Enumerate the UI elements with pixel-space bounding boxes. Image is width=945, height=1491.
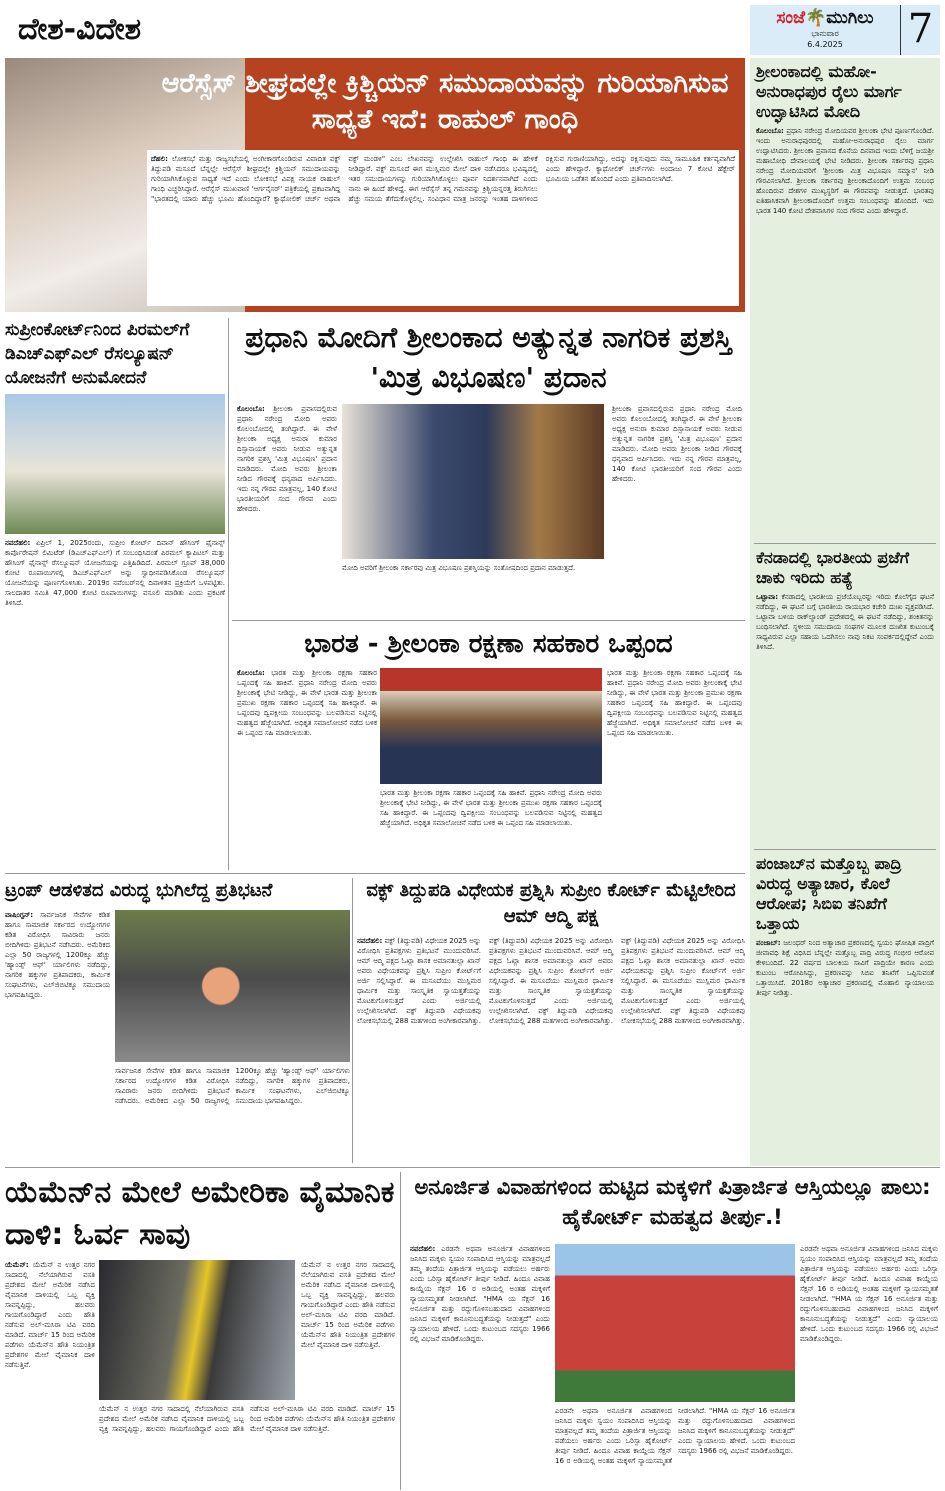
- article-trump-protest: [5, 878, 350, 1163]
- date: 6.4.2025: [807, 40, 843, 49]
- coconut-tree-icon: 🌴: [805, 8, 827, 28]
- protest-photo: [115, 910, 350, 1062]
- body-continued: ಎರಡನೇ ಅಥವಾ ಅನೂರ್ಜಿತ ವಿವಾಹಗಳಿಂದ ಜನಿಸಿದ ಮಕ್ಕಳು ಸ್ವಯಂ ಸಂಪಾದಿಸಿದ ಆಸ್ತಿಯನ್ನು ಮಾತ್ರವಲ್ಲದೆ ತಮ್ಮ ತಂದೆಯ ಪಿತ್ರಾರ್ಜಿತ ಆಸ್ತಿಯನ್ನು ಪಡೆಯಲು ಅರ್ಹರು ಎಂದು ಒರಿಸ್ಸಾ ಹೈಕೋರ್ಟ್ ತೀರ್ಪು ನೀಡಿದೆ. ಹಿಂದೂ ವಿವಾಹ ಕಾಯ್ದೆಯ ಸೆಕ್ಷನ್ 16 ರ ಅಡಿಯಲ್ಲಿ ಅಂತಹ ಮಕ್ಕಳಿಗೆ ನ್ಯಾಯಸಮ್ಮತತೆ ನೀಡಲಾಗಿದೆ. "HMA ಯ ಸೆಕ್ಷನ್ 16 ಅನೂರ್ಜಿತ ಮತ್ತು ರದ್ದುಗೊಳಿಸಬಹುದಾದ ವಿವಾಹಗಳಿಂದ ಜನಿಸಿದ ಮಕ್ಕಳಿಗೆ ಕಾನೂನುಬದ್ಧತೆಯನ್ನು ನೀಡುತ್ತದೆ" ಎಂದು ನ್ಯಾಯಾಲಯ ಹೇಳಿದೆ. ಒಂದು ಕುಟುಂಬದ ಸದಸ್ಯರು 1966 ರಲ್ಲಿ ವಿಭಜನೆ ಮಾಡಿಕೊಂಡಿದ್ದರು.: [555, 1407, 795, 1465]
- newspaper-logo: ಸಂಜೆ🌴ಮುಗಿಲು: [776, 8, 874, 28]
- body-continued: ಭಾರತ ಮತ್ತು ಶ್ರೀಲಂಕಾ ರಕ್ಷಣಾ ಸಹಕಾರ ಒಪ್ಪಂದಕ್ಕೆ ಸಹಿ ಹಾಕಿವೆ. ಪ್ರಧಾನಿ ನರೇಂದ್ರ ಮೋದಿ ಅವರು ಶ್ರೀಲಂಕಾಕ್ಕೆ ಭೇಟಿ ನೀಡಿದ್ದು, ಈ ವೇಳೆ ಭಾರತ ಮತ್ತು ಶ್ರೀಲಂಕಾ ಪ್ರಮುಖ ರಕ್ಷಣಾ ಸಹಕಾರ ಒಪ್ಪಂದಕ್ಕೆ ಸಹಿ ಹಾಕಿದ್ದಾರೆ. ಈ ಒಪ್ಪಂದವು ದ್ವಿಪಕ್ಷೀಯ ಸಂಬಂಧವನ್ನು ಬಲಪಡಿಸುವ ನಿಟ್ಟಿನಲ್ಲಿ ಮಹತ್ವದ ಹೆಜ್ಜೆಯಾಗಿದೆ. ಅಧಿಕೃತ ಸಮಾಲೋಚನೆ ನಡೆದ ಬಳಿಕ ಈ ಒಪ್ಪಂದ ಸಹಿ ಮಾಡಲಾಯಿತು.: [380, 789, 602, 827]
- body: ನವದೆಹಲಿ: ವಕ್ಫ್ (ತಿದ್ದುಪಡಿ) ವಿಧೇಯಕ 2025 ಅನ್ನು ವಿರೋಧಿಸಿ ಪ್ರತಿಪಕ್ಷಗಳು ಪ್ರತಿಭಟನೆ ಮುಂದುವರಿಸಿವೆ. ಆಮ್ ಆದ್ಮಿ ಪಕ್ಷದ ಓಖ್ಲಾ ಶಾಸಕ ಅಮಾನತುಲ್ಲಾ ಖಾನ್ ಅವರು ವಿಧೇಯಕವನ್ನು ಪ್ರಶ್ನಿಸಿ ಸುಪ್ರೀಂ ಕೋರ್ಟ್‌ಗೆ ಅರ್ಜಿ ಸಲ್ಲಿಸಿದ್ದಾರೆ. ಈ ಮಸೂದೆಯು ಮುಸ್ಲಿಮರ ಧಾರ್ಮಿಕ ಮತ್ತು ಸಾಂಸ್ಕೃತಿಕ ಸ್ವಾಯತ್ತತೆಯನ್ನು ಮೊಟಕುಗೊಳಿಸುತ್ತದೆ ಎಂದು ಅರ್ಜಿಯಲ್ಲಿ ಉಲ್ಲೇಖಿಸಲಾಗಿದೆ. ವಕ್ಫ್ ತಿದ್ದುಪಡಿ ವಿಧೇಯಕವು ಲೋಕಸಭೆಯಲ್ಲಿ 288 ಮತಗಳಿಂದ ಅಂಗೀಕಾರವಾಗಿತ್ತು. ವಕ್ಫ್ (ತಿದ್ದುಪಡಿ) ವಿಧೇಯಕ 2025 ಅನ್ನು ವಿರೋಧಿಸಿ ಪ್ರತಿಪಕ್ಷಗಳು ಪ್ರತಿಭಟನೆ ಮುಂದುವರಿಸಿವೆ. ಆಮ್ ಆದ್ಮಿ ಪಕ್ಷದ ಓಖ್ಲಾ ಶಾಸಕ ಅಮಾನತುಲ್ಲಾ ಖಾನ್ ಅವರು ವಿಧೇಯಕವನ್ನು ಪ್ರಶ್ನಿಸಿ ಸುಪ್ರೀಂ ಕೋರ್ಟ್‌ಗೆ ಅರ್ಜಿ ಸಲ್ಲಿಸಿದ್ದಾರೆ. ಈ ಮಸೂದೆಯು ಮುಸ್ಲಿಮರ ಧಾರ್ಮಿಕ ಮತ್ತು ಸಾಂಸ್ಕೃತಿಕ ಸ್ವಾಯತ್ತತೆಯನ್ನು ಮೊಟಕುಗೊಳಿಸುತ್ತದೆ ಎಂದು ಅರ್ಜಿಯಲ್ಲಿ ಉಲ್ಲೇಖಿಸಲಾಗಿದೆ. ವಕ್ಫ್ ತಿದ್ದುಪಡಿ ವಿಧೇಯಕವು ಲೋಕಸಭೆಯಲ್ಲಿ 288 ಮತಗಳಿಂದ ಅಂಗೀಕಾರವಾಗಿತ್ತು. ವಕ್ಫ್ (ತಿದ್ದುಪಡಿ) ವಿಧೇಯಕ 2025 ಅನ್ನು ವಿರೋಧಿಸಿ ಪ್ರತಿಪಕ್ಷಗಳು ಪ್ರತಿಭಟನೆ ಮುಂದುವರಿಸಿವೆ. ಆಮ್ ಆದ್ಮಿ ಪಕ್ಷದ ಓಖ್ಲಾ ಶಾಸಕ ಅಮಾನತುಲ್ಲಾ ಖಾನ್ ಅವರು ವಿಧೇಯಕವನ್ನು ಪ್ರಶ್ನಿಸಿ ಸುಪ್ರೀಂ ಕೋರ್ಟ್‌ಗೆ ಅರ್ಜಿ ಸಲ್ಲಿಸಿದ್ದಾರೆ. ಈ ಮಸೂದೆಯು ಮುಸ್ಲಿಮರ ಧಾರ್ಮಿಕ ಮತ್ತು ಸಾಂಸ್ಕೃತಿಕ ಸ್ವಾಯತ್ತತೆಯನ್ನು ಮೊಟಕುಗೊಳಿಸುತ್ತದೆ ಎಂದು ಅರ್ಜಿಯಲ್ಲಿ ಉಲ್ಲೇಖಿಸಲಾಗಿದೆ. ವಕ್ಫ್ ತಿದ್ದುಪಡಿ ವಿಧೇಯಕವು ಲೋಕಸಭೆಯಲ್ಲಿ 288 ಮತಗಳಿಂದ ಅಂಗೀಕಾರವಾಗಿತ್ತು.: [357, 937, 745, 1025]
- body-continued-2: ಭಾರತ ಮತ್ತು ಶ್ರೀಲಂಕಾ ರಕ್ಷಣಾ ಸಹಕಾರ ಒಪ್ಪಂದಕ್ಕೆ ಸಹಿ ಹಾಕಿವೆ. ಪ್ರಧಾನಿ ನರೇಂದ್ರ ಮೋದಿ ಅವರು ಶ್ರೀಲಂಕಾಕ್ಕೆ ಭೇಟಿ ನೀಡಿದ್ದು, ಈ ವೇಳೆ ಭಾರತ ಮತ್ತು ಶ್ರೀಲಂಕಾ ಪ್ರಮುಖ ರಕ್ಷಣಾ ಸಹಕಾರ ಒಪ್ಪಂದಕ್ಕೆ ಸಹಿ ಹಾಕಿದ್ದಾರೆ. ಈ ಒಪ್ಪಂದವು ದ್ವಿಪಕ್ಷೀಯ ಸಂಬಂಧವನ್ನು ಬಲಪಡಿಸುವ ನಿಟ್ಟಿನಲ್ಲಿ ಮಹತ್ವದ ಹೆಜ್ಜೆಯಾಗಿದೆ. ಅಧಿಕೃತ ಸಮಾಲೋಚನೆ ನಡೆದ ಬಳಿಕ ಈ ಒಪ್ಪಂದ ಸಹಿ ಮಾಡಲಾಯಿತು.: [607, 669, 742, 737]
- article-yemen: [5, 1172, 395, 1490]
- masthead: [750, 5, 940, 55]
- body-continued: ಸಾರ್ವಜನಿಕ ಸೇವೆಗಳ ಕಡಿತ ಹಾಗೂ ಸಾಮಾಜಿಕ ಸರ್ಕಾರದ ಉದ್ಯೋಗಗಳ ಕಡಿತ ವಿರೋಧಿಸಿ ಸಾವಿರಾರು ಜನರು ಬೀದಿಗಿಳಿದು ಪ್ರತಿಭಟನೆ ನಡೆಸಿದರು. ಅಮೆರಿಕದ ಎಲ್ಲಾ 50 ರಾಜ್ಯಗಳಲ್ಲಿ 1200ಕ್ಕೂ ಹೆಚ್ಚು 'ಹ್ಯಾಂಡ್ಸ್ ಆಫ್' ರ್ಯಾಲಿಗಳು ನಡೆದಿದ್ದು, ನಾಗರಿಕ ಹಕ್ಕುಗಳ ಪ್ರತಿಪಾದಕರು, ಕಾರ್ಮಿಕ ಸಂಘಟನೆಗಳು, ಎಲ್‌ಜಿಬಿಟಿಕ್ಯೂ ಸಮುದಾಯ ಭಾಗವಹಿಸಿದ್ದರು.: [115, 1067, 350, 1105]
- police-scene-photo: [99, 1260, 295, 1400]
- article-srilanka-rail: [750, 58, 940, 543]
- article-canada: [750, 544, 940, 849]
- high-court-building-photo: [555, 1244, 795, 1402]
- article-defence-pact: [232, 624, 745, 870]
- supreme-court-photo: [5, 394, 225, 534]
- lead-article: [5, 58, 745, 312]
- body: ಯೆಮೆನ್: ಯೆಮೆನ್ ನ ಉತ್ತರ ನಗರ ಸಾದಾದಲ್ಲಿ ನೆಲೆಯಾಗಿರುವ ವಸತಿ ಪ್ರದೇಶದ ಮೇಲೆ ಅಮೆರಿಕ ನಡೆಸಿದ ವೈಮಾನಿಕ ದಾಳಿಯಲ್ಲಿ ಒಬ್ಬ ವ್ಯಕ್ತಿ ಸಾವನ್ನಪ್ಪಿದ್ದು, ಹಲವರು ಗಾಯಗೊಂಡಿದ್ದಾರೆ ಎಂದು ಹೌತಿ ನಡೆಸುವ ಅಲ್-ಮಸಿರಾ ಟಿವಿ ವರದಿ ಮಾಡಿದೆ. ಮಾರ್ಚ್ 15 ರಿಂದ ಅಮೆರಿಕ ಪಡೆಗಳು ಯೆಮೆನ್‌ನ ಹೌತಿ ನಿಯಂತ್ರಿತ ಪ್ರದೇಶಗಳ ಮೇಲೆ ವೈಮಾನಿಕ ದಾಳಿ ನಡೆಸುತ್ತಿವೆ.: [5, 1261, 95, 1369]
- headline: ಕೆನಡಾದಲ್ಲಿ ಭಾರತೀಯ ಪ್ರಜೆಗೆ ಚಾಕು ಇರಿದು ಹತ್ಯೆ: [756, 548, 910, 587]
- article-hc-verdict: [405, 1172, 940, 1490]
- headline: ಸುಪ್ರೀಂಕೋರ್ಟ್‌ನಿಂದ ಪಿರಮಲ್‌ಗೆ ಡಿಎಚ್‌ಎಫ್‌ಎಲ್ ರೆಸಲ್ಯೂಷನ್ ಯೋಜನೆಗೆ ಅನುಮೋದನೆ: [5, 320, 190, 388]
- modi-handshake-photo: [380, 668, 602, 784]
- body: ನವದೆಹಲಿ: ಎರಡನೇ ಅಥವಾ ಅನೂರ್ಜಿತ ವಿವಾಹಗಳಿಂದ ಜನಿಸಿದ ಮಕ್ಕಳು ಸ್ವಯಂ ಸಂಪಾದಿಸಿದ ಆಸ್ತಿಯನ್ನು ಮಾತ್ರವಲ್ಲದೆ ತಮ್ಮ ತಂದೆಯ ಪಿತ್ರಾರ್ಜಿತ ಆಸ್ತಿಯನ್ನು ಪಡೆಯಲು ಅರ್ಹರು ಎಂದು ಒರಿಸ್ಸಾ ಹೈಕೋರ್ಟ್ ತೀರ್ಪು ನೀಡಿದೆ. ಹಿಂದೂ ವಿವಾಹ ಕಾಯ್ದೆಯ ಸೆಕ್ಷನ್ 16 ರ ಅಡಿಯಲ್ಲಿ ಅಂತಹ ಮಕ್ಕಳಿಗೆ ನ್ಯಾಯಸಮ್ಮತತೆ ನೀಡಲಾಗಿದೆ. "HMA ಯ ಸೆಕ್ಷನ್ 16 ಅನೂರ್ಜಿತ ಮತ್ತು ರದ್ದುಗೊಳಿಸಬಹುದಾದ ವಿವಾಹಗಳಿಂದ ಜನಿಸಿದ ಮಕ್ಕಳಿಗೆ ಕಾನೂನುಬದ್ಧತೆಯನ್ನು ನೀಡುತ್ತದೆ" ಎಂದು ನ್ಯಾಯಾಲಯ ಹೇಳಿದೆ. ಒಂದು ಕುಟುಂಬದ ಸದಸ್ಯರು 1966 ರಲ್ಲಿ ವಿಭಜನೆ ಮಾಡಿಕೊಂಡಿದ್ದರು.: [410, 1245, 550, 1343]
- headline: ಅನೂರ್ಜಿತ ವಿವಾಹಗಳಿಂದ ಹುಟ್ಟಿದ ಮಕ್ಕಳಿಗೆ ಪಿತ್ರಾರ್ಜಿತ ಆಸ್ತಿಯಲ್ಲೂ ಪಾಲು: ಹೈಕೋರ್ಟ್ ಮಹತ್ವದ ತೀರ್ಪು.!: [414, 1175, 931, 1229]
- body: ನವದೆಹಲಿ: ಏಪ್ರಿಲ್ 1, 2025ರಂದು, ಸುಪ್ರೀಂ ಕೋರ್ಟ್ ದಿವಾನ್ ಹೌಸಿಂಗ್ ಫೈನಾನ್ಸ್ ಕಾರ್ಪೊರೇಷನ್ ಲಿಮಿಟೆಡ್ (ಡಿಎಚ್‌ಎಫ್‌ಎಲ್) ಗೆ ಸಂಬಂಧಿಸಿದಂತೆ ಪಿರಮಲ್ ಕ್ಯಾಪಿಟಲ್ ಮತ್ತು ಹೌಸಿಂಗ್ ಫೈನಾನ್ಸ್ ರೆಸಲ್ಯೂಷನ್ ಯೋಜನೆಯನ್ನು ಎತ್ತಿಹಿಡಿದಿದೆ. ಪಿರಮಲ್ ಗ್ರೂಪ್ 38,000 ಕೋಟಿ ರೂಪಾಯಿಗಳಲ್ಲಿ ಡಿಎಚ್‌ಎಫ್‌ಎಲ್ ಅನ್ನು ಸ್ವಾಧೀನಪಡಿಸಿಕೊಂಡ ರೆಸಲ್ಯೂಷನ್ ಯೋಜನೆಯನ್ನು ಪೂರ್ಣಗೊಳಿಸಿತು. 2019ರ ನವೆಂಬರ್‌ನಲ್ಲಿ ದಿವಾಳಿತನ ಪ್ರಕ್ರಿಯೆಗೆ ಒಳಪಟ್ಟಿತು. ಸಾಲದಾತರ ಸಮಿತಿ 47,000 ಕೋಟಿ ರೂಪಾಯಿಗಳನ್ನು ವಸೂಲಿ ಮಾಡಿತು ಎಂದು ಪ್ರಕಟಣೆ ತಿಳಿಸಿದೆ.: [5, 539, 225, 607]
- body: ಕೊಲಂಬೊ: ಭಾರತ ಮತ್ತು ಶ್ರೀಲಂಕಾ ರಕ್ಷಣಾ ಸಹಕಾರ ಒಪ್ಪಂದಕ್ಕೆ ಸಹಿ ಹಾಕಿವೆ. ಪ್ರಧಾನಿ ನರೇಂದ್ರ ಮೋದಿ ಅವರು ಶ್ರೀಲಂಕಾಕ್ಕೆ ಭೇಟಿ ನೀಡಿದ್ದು, ಈ ವೇಳೆ ಭಾರತ ಮತ್ತು ಶ್ರೀಲಂಕಾ ಪ್ರಮುಖ ರಕ್ಷಣಾ ಸಹಕಾರ ಒಪ್ಪಂದಕ್ಕೆ ಸಹಿ ಹಾಕಿದ್ದಾರೆ. ಈ ಒಪ್ಪಂದವು ದ್ವಿಪಕ್ಷೀಯ ಸಂಬಂಧವನ್ನು ಬಲಪಡಿಸುವ ನಿಟ್ಟಿನಲ್ಲಿ ಮಹತ್ವದ ಹೆಜ್ಜೆಯಾಗಿದೆ. ಅಧಿಕೃತ ಸಮಾಲೋಚನೆ ನಡೆದ ಬಳಿಕ ಈ ಒಪ್ಪಂದ ಸಹಿ ಮಾಡಲಾಯಿತು.: [237, 669, 377, 737]
- article-piramal: [5, 318, 225, 870]
- body-continued: ಶ್ರೀಲಂಕಾ ಪ್ರವಾಸದಲ್ಲಿರುವ ಪ್ರಧಾನಿ ನರೇಂದ್ರ ಮೋದಿ ಅವರು ಕೊಲಂಬೋದಲ್ಲಿ ತಂಗಿದ್ದಾರೆ. ಈ ವೇಳೆ ಶ್ರೀಲಂಕಾ ಅಧ್ಯಕ್ಷ ಅನುರಾ ಕುಮಾರ ದಿಸ್ಸಾನಾಯಕೆ ಅವರು ನೀಡುವ ಅತ್ಯುನ್ನತ ನಾಗರಿಕ ಪ್ರಶಸ್ತಿ 'ಮಿತ್ರ ವಿಭೂಷಣ' ಪ್ರದಾನ ಮಾಡಿದರು. ಮೋದಿ ಅವರು ಶ್ರೀಲಂಕಾ ನೀಡಿದ ಗೌರವಕ್ಕೆ ಧನ್ಯವಾದ ಅರ್ಪಿಸಿದರು. ಇದು ನನ್ನ ಗೌರವ ಮಾತ್ರವಲ್ಲ, 140 ಕೋಟಿ ಭಾರತೀಯರಿಗೆ ಸಂದ ಗೌರವ ಎಂದು ಹೇಳಿದರು.: [612, 405, 742, 483]
- photo-caption: ಮೋದಿ ಅವರಿಗೆ ಶ್ರೀಲಂಕಾ ಸರ್ಕಾರವು ಮಿತ್ರ ವಿಭೂಷಣ ಪ್ರಶಸ್ತಿಯನ್ನು ಸಂತೋಷದಿಂದ ಪ್ರದಾನ ಮಾಡುತ್ತದೆ.: [342, 564, 576, 572]
- headline: ಪಂಜಾಬ್‌ನ ಮತ್ತೊಬ್ಬ ಪಾದ್ರಿ ವಿರುದ್ಧ ಅತ್ಯಾಚಾರ, ಕೊಲೆ ಆರೋಪ; ಸಿಬಿಐ ತನಿಖೆಗೆ ಒತ್ತಾಯ: [756, 854, 902, 933]
- body: ವಾಷಿಂಗ್ಟನ್: ಸಾರ್ವಜನಿಕ ಸೇವೆಗಳ ಕಡಿತ ಹಾಗೂ ಸಾಮಾಜಿಕ ಸರ್ಕಾರದ ಉದ್ಯೋಗಗಳ ಕಡಿತ ವಿರೋಧಿಸಿ ಸಾವಿರಾರು ಜನರು ಬೀದಿಗಿಳಿದು ಪ್ರತಿಭಟನೆ ನಡೆಸಿದರು. ಅಮೆರಿಕದ ಎಲ್ಲಾ 50 ರಾಜ್ಯಗಳಲ್ಲಿ 1200ಕ್ಕೂ ಹೆಚ್ಚು 'ಹ್ಯಾಂಡ್ಸ್ ಆಫ್' ರ್ಯಾಲಿಗಳು ನಡೆದಿದ್ದು, ನಾಗರಿಕ ಹಕ್ಕುಗಳ ಪ್ರತಿಪಾದಕರು, ಕಾರ್ಮಿಕ ಸಂಘಟನೆಗಳು, ಎಲ್‌ಜಿಬಿಟಿಕ್ಯೂ ಸಮುದಾಯ ಭಾಗವಹಿಸಿದ್ದರು.: [5, 911, 110, 999]
- article-punjab: [750, 850, 940, 1160]
- body-continued-2: ಯೆಮೆನ್ ನ ಉತ್ತರ ನಗರ ಸಾದಾದಲ್ಲಿ ನೆಲೆಯಾಗಿರುವ ವಸತಿ ಪ್ರದೇಶದ ಮೇಲೆ ಅಮೆರಿಕ ನಡೆಸಿದ ವೈಮಾನಿಕ ದಾಳಿಯಲ್ಲಿ ಒಬ್ಬ ವ್ಯಕ್ತಿ ಸಾವನ್ನಪ್ಪಿದ್ದು, ಹಲವರು ಗಾಯಗೊಂಡಿದ್ದಾರೆ ಎಂದು ಹೌತಿ ನಡೆಸುವ ಅಲ್-ಮಸಿರಾ ಟಿವಿ ವರದಿ ಮಾಡಿದೆ. ಮಾರ್ಚ್ 15 ರಿಂದ ಅಮೆರಿಕ ಪಡೆಗಳು ಯೆಮೆನ್‌ನ ಹೌತಿ ನಿಯಂತ್ರಿತ ಪ್ರದೇಶಗಳ ಮೇಲೆ ವೈಮಾನಿಕ ದಾಳಿ ನಡೆಸುತ್ತಿವೆ.: [99, 1405, 395, 1433]
- page-number: 7: [900, 5, 940, 55]
- body: ಕೊಲಂಬೊ: ಪ್ರಧಾನಿ ನರೇಂದ್ರ ಮೋದಿಯವರ ಶ್ರೀಲಂಕಾ ಭೇಟಿ ಪೂರ್ಣಗೊಂಡಿದೆ. ಇಂದು ಅನುರಾಧಪುರದಲ್ಲಿ ಮಹೋ-ಅನುರಾಧಪುರ ರೈಲು ಮಾರ್ಗ ಉದ್ಘಾಟಿಸಿದರು. ಶ್ರೀಲಂಕಾ ಪ್ರವಾಸದ ಕೊನೆಯ ದಿನವಾದ ಇಂದು ಬೆಳಿಗ್ಗೆ ಜಯಶ್ರೀ ಮಹಾಬೋಧಿ ದೇವಾಲಯಕ್ಕೆ ಭೇಟಿ ನೀಡಿದರು. ಶ್ರೀಲಂಕಾ ಸರ್ಕಾರವು ಪ್ರಧಾನಿ ನರೇಂದ್ರ ಮೋದಿಯವರಿಗೆ 'ಶ್ರೀಲಂಕಾ ಮಿತ್ರ ವಿಭೂಷಣ ಸಮ್ಮಾನ' ನೀಡಿ ಗೌರವಿಸಲಾಗಿದೆ. ಶ್ರೀಲಂಕಾ ಸರ್ಕಾರವು ಶ್ರೀಲಂಕಾದೊಂದಿಗೆ ಉತ್ತಮ ಸಂಬಂಧ ಹೊಂದಿರುವ ದೇಶಗಳ ಮುಖ್ಯಸ್ಥರಿಗೆ ಈ ಗೌರವವನ್ನು ನೀಡುತ್ತದೆ. ಭಾರತವು ಐತಿಹಾಸಿಕವಾಗಿ ಶ್ರೀಲಂಕಾದೊಂದಿಗೆ ಉತ್ತಮ ಸಂಬಂಧವನ್ನು ಹೊಂದಿದೆ. ಇದು ಭಾರತ 140 ಕೋಟಿ ದೇಶವಾಸಿಗಳ ಸಂದ ಗೌರವ ಎಂದು ಹೇಳಿದ್ದಾರೆ.: [756, 127, 934, 215]
- day: ಭಾನುವಾರ: [811, 29, 839, 38]
- right-column: [750, 58, 940, 1166]
- section-title: ದೇಶ-ವಿದೇಶ: [18, 12, 142, 47]
- body-continued: ಯೆಮೆನ್ ನ ಉತ್ತರ ನಗರ ಸಾದಾದಲ್ಲಿ ನೆಲೆಯಾಗಿರುವ ವಸತಿ ಪ್ರದೇಶದ ಮೇಲೆ ಅಮೆರಿಕ ನಡೆಸಿದ ವೈಮಾನಿಕ ದಾಳಿಯಲ್ಲಿ ಒಬ್ಬ ವ್ಯಕ್ತಿ ಸಾವನ್ನಪ್ಪಿದ್ದು, ಹಲವರು ಗಾಯಗೊಂಡಿದ್ದಾರೆ ಎಂದು ಹೌತಿ ನಡೆಸುವ ಅಲ್-ಮಸಿರಾ ಟಿವಿ ವರದಿ ಮಾಡಿದೆ. ಮಾರ್ಚ್ 15 ರಿಂದ ಅಮೆರಿಕ ಪಡೆಗಳು ಯೆಮೆನ್‌ನ ಹೌತಿ ನಿಯಂತ್ರಿತ ಪ್ರದೇಶಗಳ ಮೇಲೆ ವೈಮಾನಿಕ ದಾಳಿ ನಡೆಸುತ್ತಿವೆ.: [301, 1261, 395, 1349]
- body: ಒಟ್ಟಾವಾ: ಕೆನಡಾದಲ್ಲಿ ಭಾರತೀಯ ಪ್ರಜೆಯೊಬ್ಬರನ್ನು ಇರಿದು ಕೊಲೆಗೈದ ಘಟನೆ ನಡೆದಿದ್ದು, ಈ ಘಟನೆ ಬಗ್ಗೆ ಭಾರತೀಯ ರಾಯಭಾರ ಕಚೇರಿ ದುಃಖ ವ್ಯಕ್ತಪಡಿಸಿದೆ. ಒಟ್ಟಾವಾ ಬಳಿಯ ರಾಕ್‌ಲ್ಯಾಂಡ್ ಪ್ರದೇಶದಲ್ಲಿ ಈ ಘಟನೆ ನಡೆದಿದ್ದು, ಶಂಕಿತನನ್ನು ಬಂಧಿಸಲಾಗಿದೆ. ಸ್ಥಳೀಯ ಸಮುದಾಯ ಸಂಘಗಳ ಮೂಲಕ ದುಃಖಿತ ಕುಟುಂಬಕ್ಕೆ ಸಾಧ್ಯವಿರುವ ಎಲ್ಲಾ ಸಹಾಯ ಒದಗಿಸಲು ನಾವು ನಿಕಟ ಸಂಪರ್ಕದಲ್ಲಿದ್ದೇವೆ ಎಂದು ತಿಳಿಸಿದೆ.: [756, 593, 934, 651]
- article-mitra-vibhushan: [232, 318, 745, 618]
- headline: ಶ್ರೀಲಂಕಾದಲ್ಲಿ ಮಹೋ-ಅನುರಾಧಪುರ ರೈಲು ಮಾರ್ಗ ಉದ್ಘಾಟಿಸಿದ ಮೋದಿ: [756, 62, 902, 121]
- headline: ಪ್ರಧಾನಿ ಮೋದಿಗೆ ಶ್ರೀಲಂಕಾದ ಅತ್ಯುನ್ನತ ನಾಗರಿಕ ಪ್ರಶಸ್ತಿ 'ಮಿತ್ರ ವಿಭೂಷಣ' ಪ್ರದಾನ: [245, 321, 732, 394]
- modi-award-photo: [342, 404, 604, 559]
- body: ಕೊಲಂಬೊ: ಶ್ರೀಲಂಕಾ ಪ್ರವಾಸದಲ್ಲಿರುವ ಪ್ರಧಾನಿ ನರೇಂದ್ರ ಮೋದಿ ಅವರು ಕೊಲಂಬೋದಲ್ಲಿ ತಂಗಿದ್ದಾರೆ. ಈ ವೇಳೆ ಶ್ರೀಲಂಕಾ ಅಧ್ಯಕ್ಷ ಅನುರಾ ಕುಮಾರ ದಿಸ್ಸಾನಾಯಕೆ ಅವರು ನೀಡುವ ಅತ್ಯುನ್ನತ ನಾಗರಿಕ ಪ್ರಶಸ್ತಿ 'ಮಿತ್ರ ವಿಭೂಷಣ' ಪ್ರದಾನ ಮಾಡಿದರು. ಮೋದಿ ಅವರು ಶ್ರೀಲಂಕಾ ನೀಡಿದ ಗೌರವಕ್ಕೆ ಧನ್ಯವಾದ ಅರ್ಪಿಸಿದರು. ಇದು ನನ್ನ ಗೌರವ ಮಾತ್ರವಲ್ಲ, 140 ಕೋಟಿ ಭಾರತೀಯರಿಗೆ ಸಂದ ಗೌರವ ಎಂದು ಹೇಳಿದರು.: [237, 405, 337, 513]
- headline: ಯೆಮೆನ್‌ನ ಮೇಲೆ ಅಮೇರಿಕಾ ವೈಮಾನಿಕ ದಾಳಿ: ಓರ್ವ ಸಾವು: [5, 1175, 395, 1252]
- body-continued-2: ಎರಡನೇ ಅಥವಾ ಅನೂರ್ಜಿತ ವಿವಾಹಗಳಿಂದ ಜನಿಸಿದ ಮಕ್ಕಳು ಸ್ವಯಂ ಸಂಪಾದಿಸಿದ ಆಸ್ತಿಯನ್ನು ಮಾತ್ರವಲ್ಲದೆ ತಮ್ಮ ತಂದೆಯ ಪಿತ್ರಾರ್ಜಿತ ಆಸ್ತಿಯನ್ನು ಪಡೆಯಲು ಅರ್ಹರು ಎಂದು ಒರಿಸ್ಸಾ ಹೈಕೋರ್ಟ್ ತೀರ್ಪು ನೀಡಿದೆ. ಹಿಂದೂ ವಿವಾಹ ಕಾಯ್ದೆಯ ಸೆಕ್ಷನ್ 16 ರ ಅಡಿಯಲ್ಲಿ ಅಂತಹ ಮಕ್ಕಳಿಗೆ ನ್ಯಾಯಸಮ್ಮತತೆ ನೀಡಲಾಗಿದೆ. "HMA ಯ ಸೆಕ್ಷನ್ 16 ಅನೂರ್ಜಿತ ಮತ್ತು ರದ್ದುಗೊಳಿಸಬಹುದಾದ ವಿವಾಹಗಳಿಂದ ಜನಿಸಿದ ಮಕ್ಕಳಿಗೆ ಕಾನೂನುಬದ್ಧತೆಯನ್ನು ನೀಡುತ್ತದೆ" ಎಂದು ನ್ಯಾಯಾಲಯ ಹೇಳಿದೆ. ಒಂದು ಕುಟುಂಬದ ಸದಸ್ಯರು 1966 ರಲ್ಲಿ ವಿಭಜನೆ ಮಾಡಿಕೊಂಡಿದ್ದರು.: [800, 1245, 938, 1343]
- headline: ವಕ್ಫ್ ತಿದ್ದುಪಡಿ ವಿಧೇಯಕ ಪ್ರಶ್ನಿಸಿ ಸುಪ್ರೀಂ ಕೋರ್ಟ್ ಮೆಟ್ಟಿಲೇರಿದ ಆಮ್ ಆದ್ಮಿ ಪಕ್ಷ: [366, 880, 736, 927]
- body: ಪಂಜಾಬ್: ಜಲಂಧರ್ ನಿಂದ ಅತ್ಯಾಚಾರ ಪ್ರಕರಣದಲ್ಲಿ ಸ್ವಯಂ ಘೋಷಿತ ಪಾದ್ರಿಗೆ ಜೀವಾವಧಿ ಶಿಕ್ಷೆ ವಿಧಿಸಿದ ಬೆನ್ನಲ್ಲೇ ಮತ್ತೊಬ್ಬ ಪಾದ್ರಿ ವಿರುದ್ಧ ಗಂಭೀರ ಆರೋಪ ಕೇಳಿಬಂದಿದೆ. 22 ವರ್ಷದ ಬಾಲಕಿಯ ಸಾವಿಗೆ ಪಾದ್ರಿಯೇ ಕಾರಣ ಎಂದು ಕುಟುಂಬ ಆರೋಪಿಸಿದ್ದು, ಪ್ರಕರಣವನ್ನು ಸಿಬಿಐ ತನಿಖೆಗೆ ಒಪ್ಪಿಸುವಂತೆ ಒತ್ತಾಯಿಸಿದೆ. 2018ರ ಅತ್ಯಾಚಾರ ಪ್ರಕರಣದಲ್ಲಿ ಮೊಹಾಲಿ ನ್ಯಾಯಾಲಯ ತೀರ್ಪು ನೀಡಿತ್ತು.: [756, 939, 934, 997]
- headline: ಭಾರತ - ಶ್ರೀಲಂಕಾ ರಕ್ಷಣಾ ಸಹಕಾರ ಒಪ್ಪಂದ: [304, 629, 673, 659]
- headline: ಟ್ರಂಪ್ ಆಡಳಿತದ ವಿರುದ್ಧ ಭುಗಿಲೆದ್ದ ಪ್ರತಿಭಟನೆ: [5, 880, 273, 901]
- lead-headline: ಆರೆಸ್ಸೆಸ್ ಶೀಘ್ರದಲ್ಲೇ ಕ್ರಿಶ್ಚಿಯನ್ ಸಮುದಾಯವನ್ನು ಗುರಿಯಾಗಿಸುವ ಸಾಧ್ಯತೆ ಇದೆ: ರಾಹುಲ್ ಗಾಂಧಿ: [161, 68, 729, 135]
- article-waqf: [357, 878, 745, 1163]
- lead-body: ದೆಹಲಿ: ಲೋಕಸಭೆ ಮತ್ತು ರಾಜ್ಯಸಭೆಯಲ್ಲಿ ಅಂಗೀಕಾರಗೊಂಡಿರುವ ವಿವಾದಿತ ವಕ್ಫ್ ತಿದ್ದುಪಡಿ ಮಸೂದೆ ಬೆನ್ನಲ್ಲೇ ಆರೆಸ್ಸೆಸ್ ಶೀಘ್ರದಲ್ಲೇ ಕ್ರಿಶ್ಚಿಯನ್ ಸಮುದಾಯವನ್ನು ಗುರಿಯಾಗಿಸಿಕೊಳ್ಳುವ ಸಾಧ್ಯತೆ ಇದೆ ಎಂದು ಲೋಕಸಭೆ ವಿಪಕ್ಷ ನಾಯಕ ರಾಹುಲ್ ಗಾಂಧಿ ಎಚ್ಚರಿಸಿದ್ದಾರೆ. ಆರೆಸ್ಸೆಸ್ ಮುಖವಾಣಿ 'ಆರ್ಗನೈಸರ್' ಪತ್ರಿಕೆಯಲ್ಲಿ ಪ್ರಕಟವಾಗಿದ್ದ "ಭಾರತದಲ್ಲಿ ಯಾರು ಹೆಚ್ಚು ಭೂಮಿ ಹೊಂದಿದ್ದಾರೆ? ಕ್ಯಾಥೋಲಿಕ್ ಚರ್ಚ್ ಅಥವಾ ವಕ್ಫ್ ಮಂಡಳಿ" ಎಂಬ ಲೇಖನವನ್ನು ಉಲ್ಲೇಖಿಸಿ ರಾಹುಲ್ ಗಾಂಧಿ ಈ ಹೇಳಿಕೆ ನೀಡಿದ್ದಾರೆ. ವಕ್ಫ್ ಮಸೂದೆ ಈಗ ಮುಸ್ಲಿಮರ ಮೇಲೆ ದಾಳಿ ನಡೆಸಿದರೂ ಭವಿಷ್ಯದಲ್ಲಿ ಇತರ ಸಮುದಾಯಗಳನ್ನು ಗುರಿಯಾಗಿಸಿಕೊಳ್ಳಲು ಪೂರ್ವ ನಿದರ್ಶನವಾಗಿದೆ ಎಂದು ನಾನು ಈ ಹಿಂದೆ ಹೇಳಿದ್ದೆ. ಈಗ ಆರೆಸ್ಸೆಸ್ ತನ್ನ ಗಮನವನ್ನು ಕ್ರಿಶ್ಚಿಯನ್ನರತ್ತ ತಿರುಗಿಸಲು ಹೆಚ್ಚು ಸಮಯ ತೆಗೆದುಕೊಳ್ಳಲಿಲ್ಲ. ಸಂವಿಧಾನ ಮಾತ್ರ ಜನರನ್ನು ಇಂತಹ ದಾಳಿಗಳಿಂದ ರಕ್ಷಿಸುವ ಗುರಾಣಿಯಾಗಿದ್ದು, ಅದನ್ನು ರಕ್ಷಿಸುವುದು ನಮ್ಮ ಸಾಮೂಹಿಕ ಕರ್ತವ್ಯವಾಗಿದೆ ಎಂದು ಹೇಳಿದ್ದಾರೆ. ಕ್ಯಾಥೋಲಿಕ್ ಚರ್ಚ್‌ಗಳು ಅಂದಾಜು 7 ಕೋಟಿ ಹೆಕ್ಟೇರ್ ಭೂಮಿಯ ಒಡೆತನ ಹೊಂದಿದೆ ಎಂದು ಪ್ರತಿಪಾದಿಸಲಾಗಿದೆ.: [147, 150, 739, 306]
